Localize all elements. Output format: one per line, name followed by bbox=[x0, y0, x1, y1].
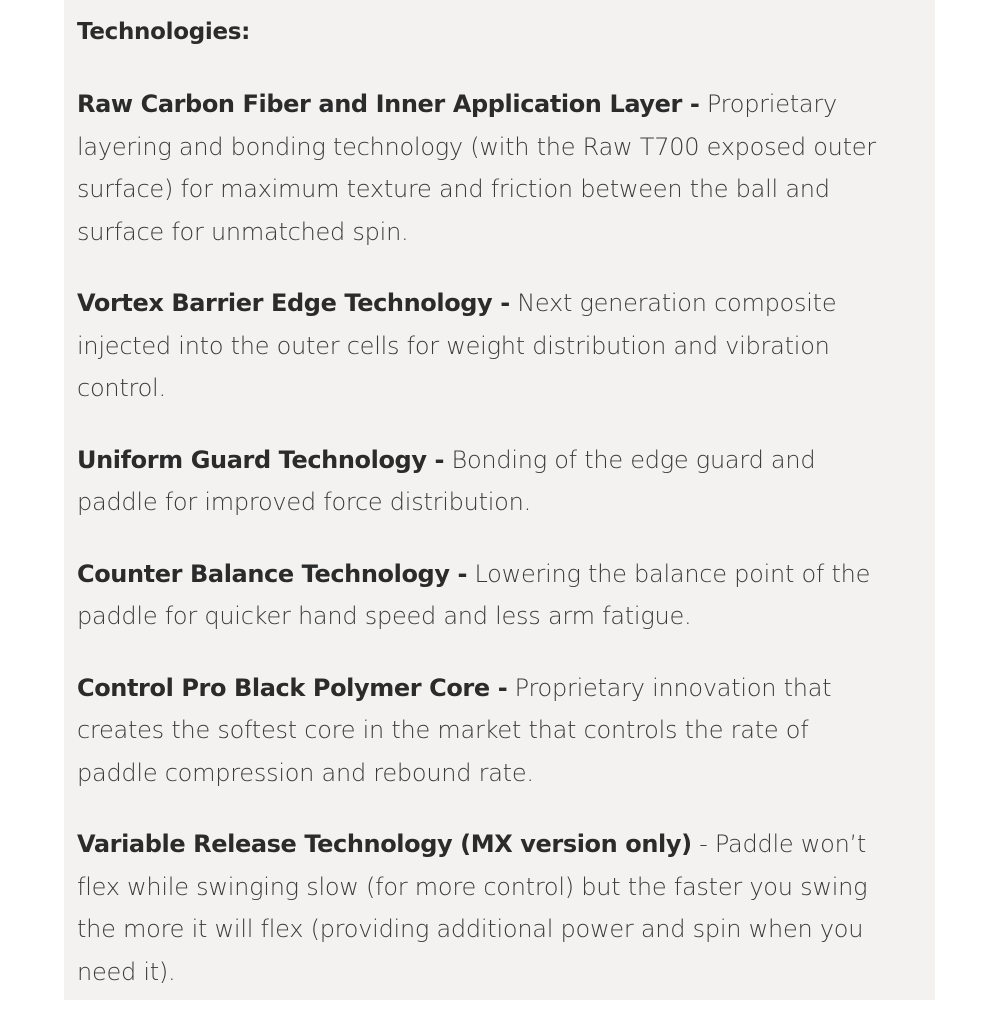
technology-item-vortex-barrier-edge bbox=[77, 282, 887, 410]
technology-term: Variable Release Technology (MX version only) bbox=[77, 830, 692, 858]
technology-description: - Paddle won’t flex while swinging slow (for more control) but the faster you swing the more it will flex (providing additional power and spin when you need it). bbox=[77, 830, 868, 986]
technology-item-raw-carbon-fiber bbox=[77, 83, 887, 253]
technology-item-control-pro-core bbox=[77, 667, 887, 795]
technology-description: Proprietary layering and bonding technology (with the Raw T700 exposed outer surface) for maximum texture and friction between the ball and surface for unmatched spin. bbox=[77, 90, 876, 246]
technology-term: Counter Balance Technology - bbox=[77, 559, 468, 588]
technology-term: Vortex Barrier Edge Technology - bbox=[77, 289, 510, 317]
technology-term: Raw Carbon Fiber and Inner Application Layer - bbox=[77, 90, 700, 118]
technology-description: Next generation composite injected into the outer cells for weight distribution and vibration control. bbox=[77, 289, 837, 402]
technology-description: Lowering the balance point of the paddle for quicker hand speed and less arm fatigue. bbox=[77, 559, 871, 630]
technology-term: Uniform Guard Technology - bbox=[77, 445, 445, 474]
technology-item-uniform-guard bbox=[77, 439, 837, 524]
technologies-section bbox=[77, 16, 887, 1022]
technology-item-counter-balance bbox=[77, 553, 887, 638]
technology-term: Control Pro Black Polymer Core - bbox=[77, 673, 508, 702]
technology-description: Proprietary innovation that creates the softest core in the market that controls the rate of paddle compression and rebound rate. bbox=[77, 673, 832, 787]
technology-description: Bonding of the edge guard and paddle for improved force distribution. bbox=[77, 445, 816, 516]
section-heading: Technologies: bbox=[77, 19, 251, 45]
technology-item-variable-release bbox=[77, 823, 887, 993]
